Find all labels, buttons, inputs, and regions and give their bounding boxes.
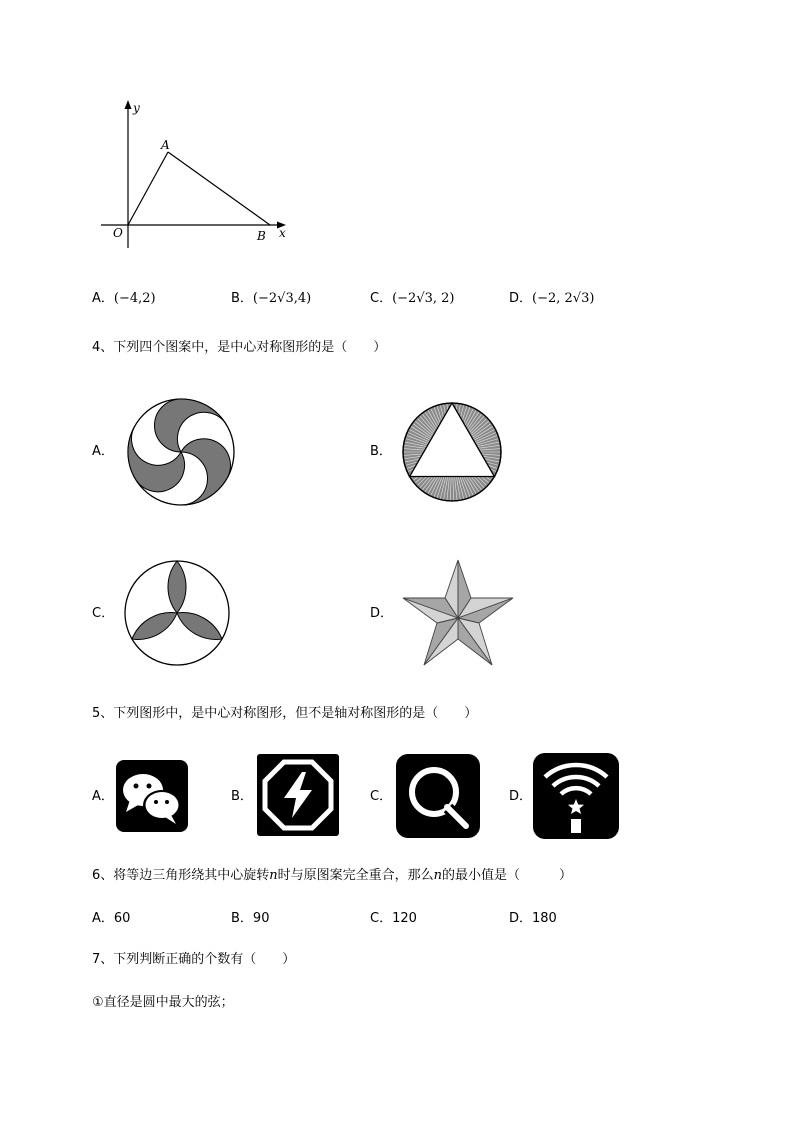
q3-option-b-value: (−2√3,4) — [252, 291, 312, 306]
triangle-oab-figure — [95, 95, 295, 255]
origin-label: O — [113, 226, 123, 240]
q6-stem-part2: 时与原图案完全重合，那么 — [277, 868, 434, 883]
q4-option-a-figure[interactable] — [125, 396, 237, 508]
q6-stem — [92, 868, 572, 884]
point-a-label: A — [161, 138, 170, 152]
q3-option-d[interactable] — [509, 291, 594, 307]
q6-option-a-value: 60 — [113, 911, 131, 926]
q3-option-a[interactable] — [92, 291, 156, 307]
q6-option-c[interactable] — [370, 911, 417, 927]
q4-stem: 4、下列四个图案中，是中心对称图形的是（ ） — [92, 340, 387, 355]
q3-option-d-letter: D． — [509, 291, 533, 306]
q5-option-a-letter[interactable]: A． — [92, 789, 114, 804]
five-point-star — [403, 560, 513, 665]
side-ab — [168, 152, 270, 225]
q3-option-a-letter: A． — [92, 291, 114, 306]
q6-variable-n: n — [269, 868, 278, 883]
q7-statement-1: ①直径是圆中最大的弦； — [92, 995, 234, 1010]
point-b-label: B — [257, 229, 266, 243]
q5-option-c-letter[interactable]: C． — [370, 789, 393, 804]
q4-option-b-letter[interactable]: B． — [370, 444, 392, 459]
q6-option-a-letter: A． — [92, 911, 114, 926]
q4-option-d-figure[interactable] — [400, 558, 516, 670]
q3-option-c-value: (−2√3, 2) — [392, 291, 455, 306]
q5-option-b-figure[interactable] — [257, 754, 339, 836]
q3-option-b[interactable] — [231, 291, 311, 307]
side-oa — [128, 152, 168, 225]
q6-stem-part1: 6、将等边三角形绕其中心旋转 — [92, 868, 270, 883]
q5-option-d-letter[interactable]: D． — [509, 789, 533, 804]
y-axis-label: y — [133, 101, 140, 115]
q6-option-c-letter: C． — [370, 911, 393, 926]
q4-option-c-figure[interactable] — [122, 558, 232, 668]
q5-option-b-letter[interactable]: B． — [231, 789, 253, 804]
q6-stem-part3: 的最小值是（ ） — [442, 868, 573, 883]
q4-option-a-letter[interactable]: A． — [92, 444, 114, 459]
q3-option-b-letter: B． — [231, 291, 253, 306]
q6-variable-n-2: n — [433, 868, 443, 883]
q3-option-d-value: (−2, 2√3) — [532, 291, 595, 306]
y-axis-arrow — [125, 100, 132, 109]
q6-option-a[interactable] — [92, 911, 130, 927]
q5-option-a-figure[interactable] — [116, 760, 188, 832]
q4-option-d-letter[interactable]: D． — [370, 606, 394, 621]
q6-option-b-letter: B． — [231, 911, 253, 926]
q5-option-d-figure[interactable] — [533, 753, 619, 839]
q6-option-d[interactable] — [509, 911, 557, 927]
q5-stem: 5、下列图形中，是中心对称图形，但不是轴对称图形的是（ ） — [92, 706, 478, 721]
q3-option-c[interactable] — [370, 291, 454, 307]
q5-option-c-figure[interactable] — [396, 754, 480, 838]
q6-option-b-value: 90 — [252, 911, 270, 926]
q4-option-b-figure[interactable] — [400, 400, 504, 504]
x-axis-label: x — [279, 226, 286, 240]
q4-option-c-letter[interactable]: C． — [92, 606, 115, 621]
q6-option-d-value: 180 — [532, 911, 557, 926]
q6-option-b[interactable] — [231, 911, 269, 927]
q3-option-a-value: (−4,2) — [113, 291, 156, 306]
q3-option-c-letter: C． — [370, 291, 393, 306]
q6-option-c-value: 120 — [392, 911, 417, 926]
q6-option-d-letter: D． — [509, 911, 533, 926]
q7-stem: 7、下列判断正确的个数有（ ） — [92, 952, 296, 967]
